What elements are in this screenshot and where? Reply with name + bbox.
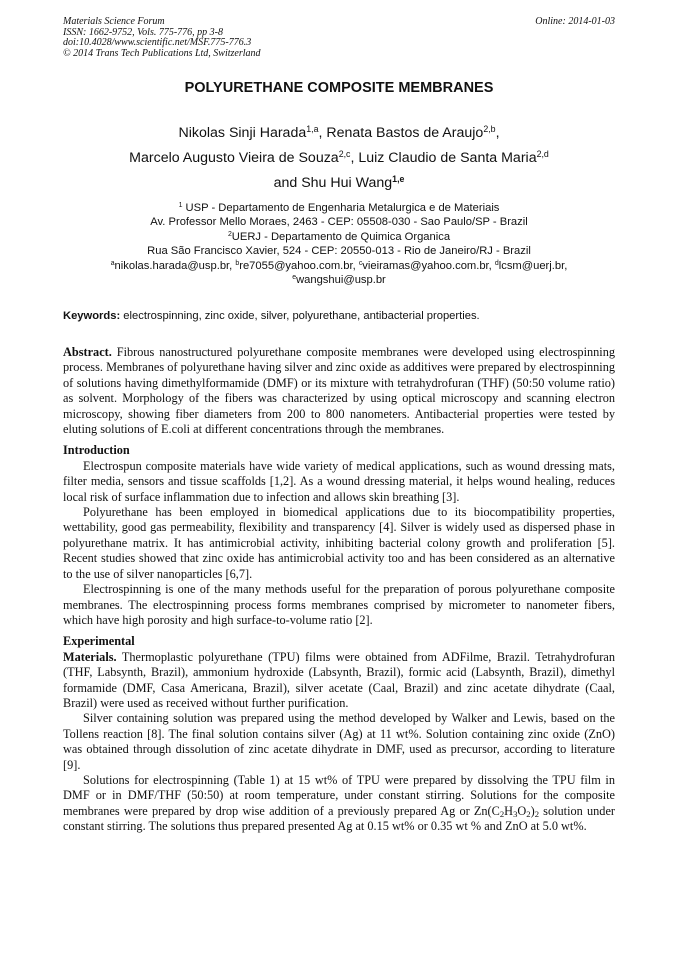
copyright: © 2014 Trans Tech Publications Ltd, Switzerland: [63, 47, 261, 59]
intro-paragraph-3: Electrospinning is one of the many methods useful for the preparation of porous polyurethane composite membranes. The electrospinning process forms membranes comprised by micrometer to nanometer fibers, which have high porosity and high surface-to-volume ratio [2].: [63, 582, 615, 627]
affil-1-text: USP - Departamento de Engenharia Metalurgica e de Materiais: [182, 202, 500, 214]
p3-part-e: solution under constant stirring. The solutions thus prepared presented Ag at 0.15 wt% or 0.35 wt % and ZnO at 5.0 wt%.: [63, 803, 615, 834]
journal-name: Materials Science Forum: [63, 16, 165, 27]
author-2-sup: 2,b: [483, 124, 496, 135]
keywords-text: electrospinning, zinc oxide, silver, polyurethane, antibacterial properties.: [120, 310, 480, 322]
author-5: and Shu Hui Wang: [273, 175, 393, 191]
author-2: Renata Bastos de Araujo: [326, 125, 484, 141]
experimental-heading: Experimental: [63, 634, 135, 649]
affil-1-sup: 1: [178, 202, 183, 210]
keywords: [63, 309, 615, 323]
affiliation-1: [63, 201, 615, 215]
journal-header: [63, 17, 615, 59]
intro-paragraph-1: Electrospun composite materials have wide variety of medical applications, such as wound dressing mats, filter media, sensors and tissue scaffolds [1,2]. As a wound dressing material, it helps wound healing, reduces local risk of surface inflammation due to infection and allows skin breathing [3].: [63, 458, 615, 504]
affil-2-text: UERJ - Departamento de Quimica Organica: [231, 230, 451, 243]
paper-body: [63, 345, 615, 835]
doi: doi:10.4028/www.scientific.net/MSF.775-776.3: [63, 37, 252, 49]
abstract-label: Abstract.: [63, 345, 112, 359]
p3-sub-2: 3: [513, 808, 518, 819]
email-c: vieiramas@yahoo.com.br,: [362, 259, 495, 272]
p3-part-c: O: [517, 803, 527, 818]
issn: ISSN: 1662-9752, Vols. 775-776, pp 3-8: [63, 26, 223, 38]
author-line-1: Nikolas Sinji Harada$^{1,a}$, Renata Bastos de Araujo$^{2,b}$,: [178, 124, 500, 141]
author-4: Luiz Claudio de Santa Maria: [358, 150, 537, 166]
email-d: lcsm@uerj.br,: [498, 259, 568, 272]
affiliation-2: [63, 230, 615, 244]
experimental-paragraph-3: [63, 773, 615, 835]
experimental-paragraph-2: Silver containing solution was prepared using the method developed by Walker and Lewis, based on the Tollens reaction [8]. The final solution contains silver (Ag) at 11 wt%. Solution containing zinc oxide (ZnO) was obtained through dissolution of zinc acetate dihydrate in DMF, used as precursor, according to literature [9].: [63, 711, 615, 772]
affil-2-sup: 2: [227, 231, 232, 238]
p3-part-a: Solutions for electrospinning (Table 1) at 15 wt% of TPU were prepared by dissolving the TPU film in DMF or in DMF/THF (50:50) at room temperature, under constant stirring. Solutions for the composite membranes were prepared by drop wise addition of a previously prepared Ag or Zn(C: [63, 772, 615, 818]
affiliation-1-address: Av. Professor Mello Moraes, 2463 - CEP: 05508-030 - Sao Paulo/SP - Brazil: [150, 216, 528, 229]
abstract-text: Fibrous nanostructured polyurethane composite membranes were developed using electrospinning process. Membranes of polyurethane having silver and zinc oxide as additives were prepared by electrospinning of solutions having dimethylformamide (DMF) or its mixture with tetrahydrofuran (THF) (50:50 volume ratio) as solvent. Morphology of the fibers was characterized by using optical microscopy and scanning electron microscopy, showing fiber diameters from 200 to 800 nanometers. Antibacterial properties were tested by eluting solutions of E.coli at different concentrations through the membranes.: [63, 345, 615, 437]
p3-sub-1: 2: [499, 808, 505, 819]
online-date: Online: 2014-01-03: [535, 16, 615, 27]
abstract: [63, 345, 615, 437]
author-1: Nikolas Sinji Harada: [178, 125, 307, 141]
email-line-2: [63, 273, 615, 287]
author-list: [63, 121, 615, 196]
email-a: nikolas.harada@usp.br,: [114, 259, 236, 272]
email-line-1: [63, 259, 615, 273]
email-c-sup: c: [358, 259, 363, 267]
affiliation-2-address: Rua São Francisco Xavier, 524 - CEP: 20550-013 - Rio de Janeiro/RJ - Brazil: [147, 245, 531, 258]
email-b: re7055@yahoo.com.br,: [239, 259, 359, 272]
author-line-3: [63, 171, 615, 196]
author-4-sup: 2,d: [536, 149, 549, 160]
author-1-sup: 1,a: [306, 124, 319, 135]
introduction-heading: Introduction: [63, 443, 130, 458]
email-d-sup: d: [494, 259, 499, 267]
email-e: wangshui@usp.br: [296, 274, 386, 287]
author-3: Marcelo Augusto Vieira de Souza: [129, 150, 339, 166]
materials-paragraph: [63, 650, 615, 712]
intro-paragraph-2: Polyurethane has been employed in biomedical applications due to its biocompatibility properties, wettability, good gas permeability, flexibility and transparency [4]. Silver is widely used as dispersed phase in polyurethane matrix. It has antimicrobial activity, inhibiting bacterial colony growth and proliferation [5]. Recent studies showed that zinc oxide has antimicrobial activity too and has been considered as an alternative to the use of silver nanoparticles [6,7].: [63, 505, 615, 581]
affiliations: [63, 201, 615, 287]
author-line-2: Marcelo Augusto Vieira de Souza$^{2,c}$, Luiz Claudio de Santa Maria$^{2,d}$: [129, 149, 549, 166]
materials-text: Thermoplastic polyurethane (TPU) films were obtained from ADFilme, Brazil. Tetrahydrofuran (THF, Labsynth, Brazil), ammonium hydroxide (Labsynth, Brazil), formic acid (Labsynth, Brazil), dimethyl formamide (DMF, Casa Americana, Brazil), silver acetate (Caal, Brazil) and zinc acetate dihydrate (Caal, Brazil) were used as received without further purification.: [63, 649, 615, 710]
p3-part-d: ): [530, 803, 535, 818]
keywords-label: Keywords:: [63, 310, 121, 322]
author-3-sup: 2,c: [338, 149, 351, 160]
p3-part-b: H: [504, 803, 514, 818]
p3-sub-4: 2: [534, 808, 539, 819]
email-b-sup: b: [235, 259, 240, 267]
paper-title: POLYURETHANE COMPOSITE MEMBRANES: [184, 80, 494, 96]
email-e-sup: e: [292, 274, 297, 282]
materials-label: Materials.: [63, 649, 117, 664]
email-a-sup: a: [110, 259, 115, 267]
p3-sub-3: 2: [526, 808, 531, 819]
author-5-sup: 1,e: [392, 174, 405, 185]
